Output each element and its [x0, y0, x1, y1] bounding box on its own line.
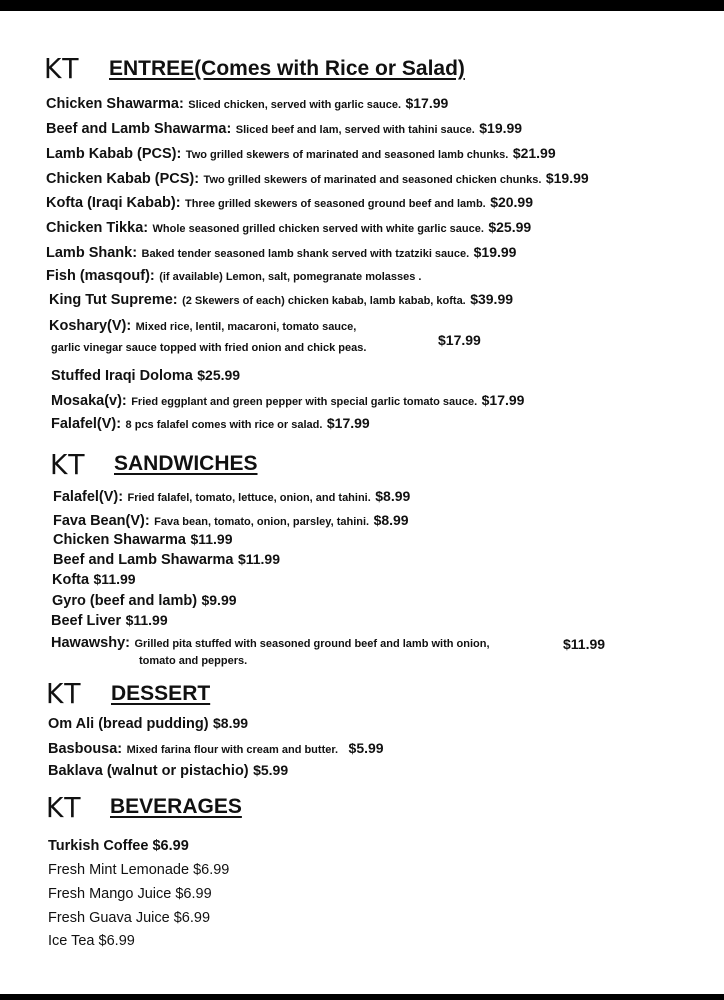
entree-heading: ENTREE(Comes with Rice or Salad)	[109, 57, 465, 80]
menu-item-price: $17.99	[438, 332, 481, 348]
kt-logo-beverages: KT	[46, 791, 84, 824]
menu-item: Falafel(V): 8 pcs falafel comes with rice or salad. $17.99	[51, 415, 370, 432]
menu-item-desc-cont: garlic vinegar sauce topped with fried onion and chick peas.	[51, 342, 367, 354]
bottom-border	[0, 994, 724, 1000]
menu-item: Om Ali (bread pudding) $8.99	[48, 715, 249, 732]
kt-logo-entree: KT	[44, 52, 82, 85]
menu-item: King Tut Supreme: (2 Skewers of each) chicken kabab, lamb kabab, kofta. $39.99	[49, 291, 514, 308]
beverage-item: Turkish Coffee $6.99	[48, 838, 189, 854]
menu-item: Fish (masqouf): (if available) Lemon, salt, pomegranate molasses .	[46, 268, 422, 284]
beverage-item: Fresh Guava Juice $6.99	[48, 910, 211, 926]
menu-item: Kofta $11.99	[52, 571, 136, 588]
beverage-item: Ice Tea $6.99	[48, 933, 135, 949]
menu-item-desc-cont: tomato and peppers.	[139, 655, 248, 667]
sandwiches-heading: SANDWICHES	[114, 452, 258, 475]
menu-item: Beef Liver $11.99	[51, 612, 168, 629]
menu-item: Beef and Lamb Shawarma $11.99	[53, 551, 281, 568]
menu-item: Lamb Shank: Baked tender seasoned lamb shank served with tzatziki sauce. $19.99	[46, 244, 517, 261]
menu-item-price: $11.99	[563, 636, 606, 652]
menu-item: Fava Bean(V): Fava bean, tomato, onion, parsley, tahini. $8.99	[53, 512, 409, 529]
menu-item: Gyro (beef and lamb) $9.99	[52, 592, 237, 609]
menu-item: Hawawshy: Grilled pita stuffed with seasoned ground beef and lamb with onion,	[51, 635, 490, 651]
menu-item: Chicken Tikka: Whole seasoned grilled chicken served with white garlic sauce. $25.99	[46, 219, 532, 236]
kt-logo-dessert: KT	[46, 677, 84, 710]
beverage-item: Fresh Mint Lemonade $6.99	[48, 862, 230, 878]
menu-item: Chicken Kabab (PCS): Two grilled skewers of marinated and seasoned chicken chunks. $19.99	[46, 170, 589, 187]
beverages-heading: BEVERAGES	[110, 795, 242, 818]
menu-item: Lamb Kabab (PCS): Two grilled skewers of marinated and seasoned lamb chunks. $21.99	[46, 145, 556, 162]
menu-item: Kofta (Iraqi Kabab): Three grilled skewers of seasoned ground beef and lamb. $20.99	[46, 194, 534, 211]
menu-item: Chicken Shawarma: Sliced chicken, served with garlic sauce. $17.99	[46, 95, 449, 112]
menu-item: Basbousa: Mixed farina flour with cream and butter. $5.99	[48, 740, 384, 757]
menu-item: Beef and Lamb Shawarma: Sliced beef and lam, served with tahini sauce. $19.99	[46, 120, 523, 137]
menu-item: Chicken Shawarma $11.99	[53, 531, 233, 548]
menu-item: Falafel(V): Fried falafel, tomato, lettuce, onion, and tahini. $8.99	[53, 488, 411, 505]
menu-item: Stuffed Iraqi Doloma $25.99	[51, 367, 241, 384]
menu-item: Mosaka(v): Fried eggplant and green pepper with special garlic tomato sauce. $17.99	[51, 392, 525, 409]
dessert-heading: DESSERT	[111, 682, 211, 705]
menu-item: Koshary(V): Mixed rice, lentil, macaroni, tomato sauce,	[49, 318, 357, 334]
kt-logo-sandwiches: KT	[50, 448, 88, 481]
menu-item: Baklava (walnut or pistachio) $5.99	[48, 762, 289, 779]
beverage-item: Fresh Mango Juice $6.99	[48, 886, 212, 902]
